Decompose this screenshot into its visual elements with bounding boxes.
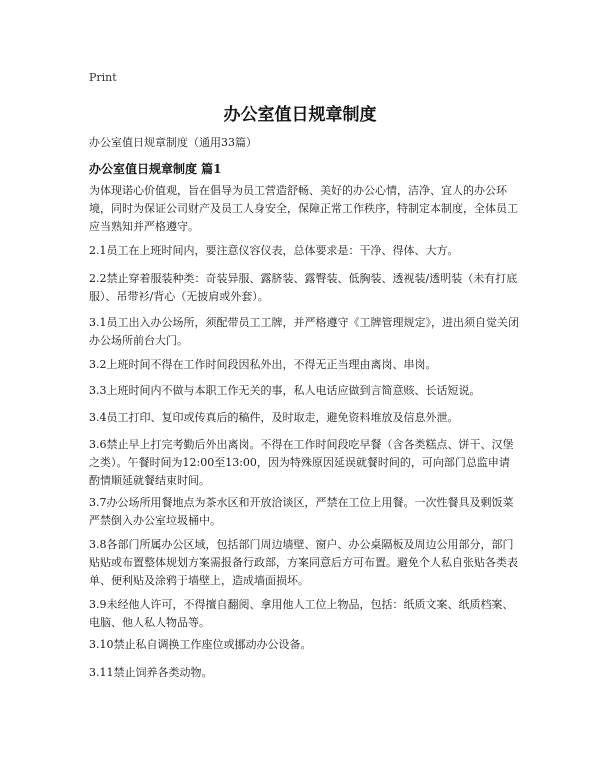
print-label[interactable]: Print — [89, 71, 117, 84]
paragraph-3-11: 3.11禁止饲养各类动物。 — [89, 666, 213, 679]
paragraph-3-7: 3.7办公场所用餐地点为茶水区和开放洽谈区，严禁在工位上用餐。一次性餐具及剩饭菜严禁倒入办公室垃圾桶中。 — [89, 496, 514, 527]
paragraph-3-6: 3.6禁止早上打完考勤后外出离岗。不得在工作时间段吃早餐（含各类糕点、饼干、汉堡之类）。午餐时间为12:00至13:00，因为特殊原因延误就餐时间的，可向部门总监申请酌情顺延就餐结束时间。 — [89, 438, 514, 487]
paragraph-intro: 为体现诺心价值观，旨在倡导为员工营造舒畅、美好的办公心情，洁净、宜人的办公环境，同时为保证公司财产及员工人身安全，保障正常工作秩序，特制定本制度，全体员工应当熟知并严格遵守。 — [89, 184, 518, 233]
paragraph-3-3: 3.3上班时间内不做与本职工作无关的事，私人电话应做到言简意赅、长话短说。 — [89, 384, 481, 397]
paragraph-3-10: 3.10禁止私自调换工作座位或挪动办公设备。 — [89, 638, 312, 651]
paragraph-3-9: 3.9未经他人许可，不得擅自翻阅、拿用他人工位上物品，包括：纸质文案、纸质档案、电脑、他人私人物品等。 — [89, 598, 514, 629]
paragraph-2-2: 2.2禁止穿着服装种类：奇装异服、露脐装、露臀装、低胸装、透视装/透明装（未有打底服）、吊带衫/背心（无披肩或外套）。 — [89, 272, 518, 303]
document-title: 办公室值日规章制度 — [223, 105, 377, 125]
document-subtitle: 办公室值日规章制度（通用33篇） — [89, 136, 257, 149]
paragraph-3-8: 3.8各部门所属办公区域，包括部门周边墙壁、窗户、办公桌隔板及周边公用部分，部门贴贴或布置整体规划方案需报备行政部，方案同意后方可布置。避免个人私自张贴各类表单、便利贴及涂鸦于墙壁上，造成墙面损坏。 — [89, 538, 518, 587]
paragraph-3-4: 3.4员工打印、复印或传真后的稿件，及时取走，避免资料堆放及信息外泄。 — [89, 411, 459, 424]
paragraph-3-2: 3.2上班时间不得在工作时间段因私外出，不得无正当理由离岗、串岗。 — [89, 358, 437, 371]
paragraph-2-1: 2.1员工在上班时间内，要注意仪容仪表，总体要求是：干净、得体、大方。 — [89, 244, 459, 257]
section-heading: 办公室值日规章制度 篇1 — [89, 162, 222, 176]
paragraph-3-1: 3.1员工出入办公场所，须配带员工工牌，并严格遵守《工牌管理规定》，进出须自觉关闭办公场所前台大门。 — [89, 316, 519, 347]
